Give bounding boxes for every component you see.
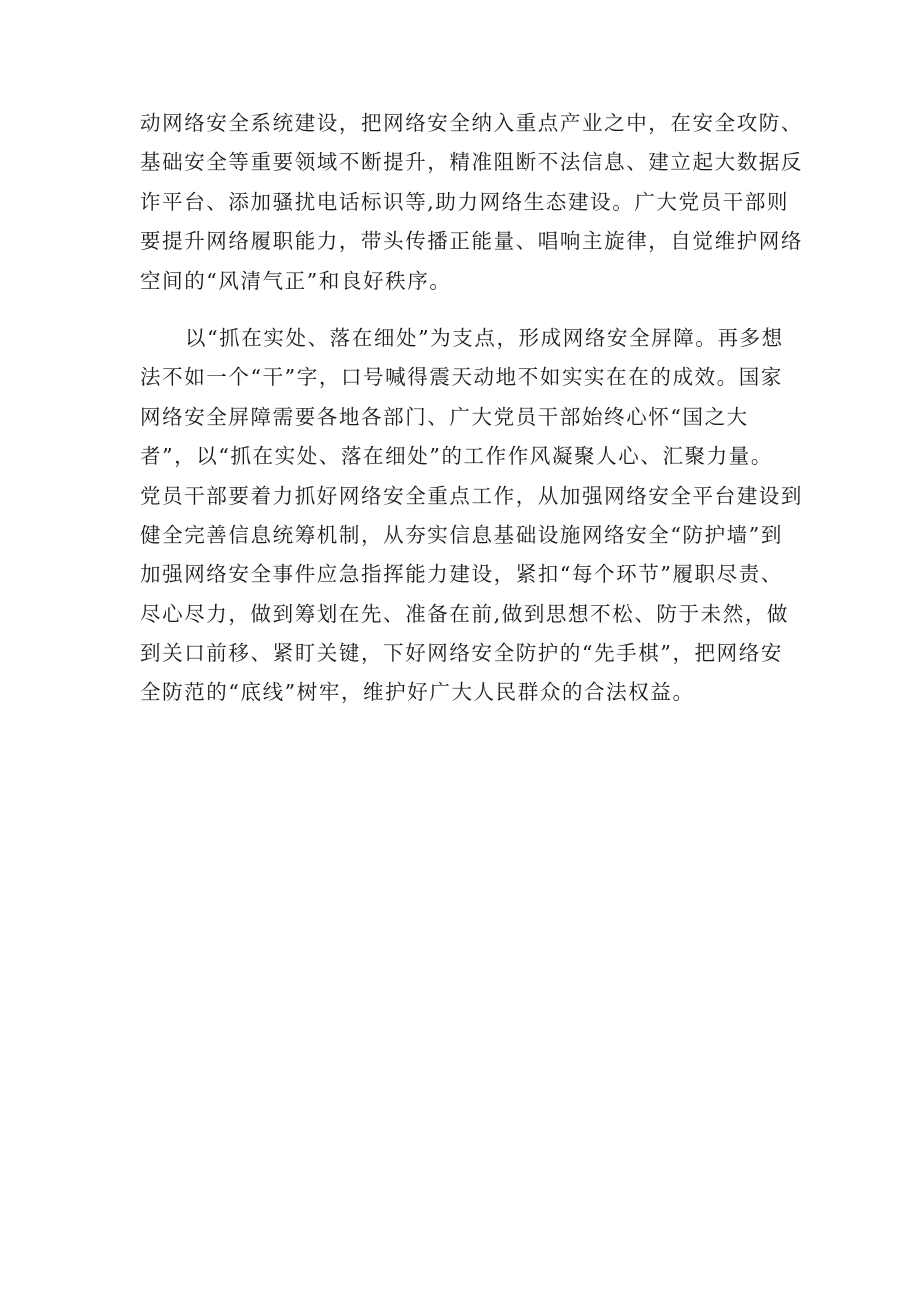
- paragraph-2: [140, 319, 803, 713]
- text-line: 动网络安全系统建设，把网络安全纳入重点产业之中，在安全攻防、: [140, 111, 803, 135]
- paragraph-1: [140, 104, 803, 301]
- text-line: 到关口前移、紧盯关键，下好网络安全防护的“先手棋”，把网络安: [140, 641, 783, 666]
- text-line: 全防范的“底线”树牢，维护好广大人民群众的合法权益。: [140, 680, 695, 705]
- document-body: [140, 104, 803, 713]
- text-line: 者”，以“抓在实处、落在细处”的工作作风凝聚人心、汇聚力量。: [140, 444, 773, 469]
- text-line: 要提升网络履职能力，带头传播正能量、唱响主旋律，自觉维护网络: [140, 229, 803, 254]
- text-line: 加强网络安全事件应急指挥能力建设，紧扣“每个环节”履职尽责、: [140, 562, 783, 587]
- text-line: 尽心尽力，做到筹划在先、准备在前,做到思想不松、防于未然，做: [140, 601, 790, 626]
- paragraph-gap: [140, 301, 800, 319]
- text-line: 以“抓在实处、落在细处”为支点，形成网络安全屏障。再多想: [185, 325, 784, 350]
- text-line: 空间的“风清气正”和良好秩序。: [140, 268, 452, 293]
- text-line: 法不如一个“干”字，口号喊得震天动地不如实实在在的成效。国家: [140, 365, 783, 390]
- text-line: 诈平台、添加骚扰电话标识等,助力网络生态建设。广大党员干部则: [140, 189, 790, 214]
- text-line: 健全完善信息统筹机制，从夯实信息基础设施网络安全“防护墙”到: [140, 522, 783, 547]
- text-line: 网络安全屏障需要各地各部门、广大党员干部始终心怀“国之大: [140, 404, 749, 429]
- text-line: 党员干部要着力抓好网络安全重点工作，从加强网络安全平台建设到: [140, 483, 803, 508]
- text-line: 基础安全等重要领域不断提升，精准阻断不法信息、建立起大数据反: [140, 150, 803, 175]
